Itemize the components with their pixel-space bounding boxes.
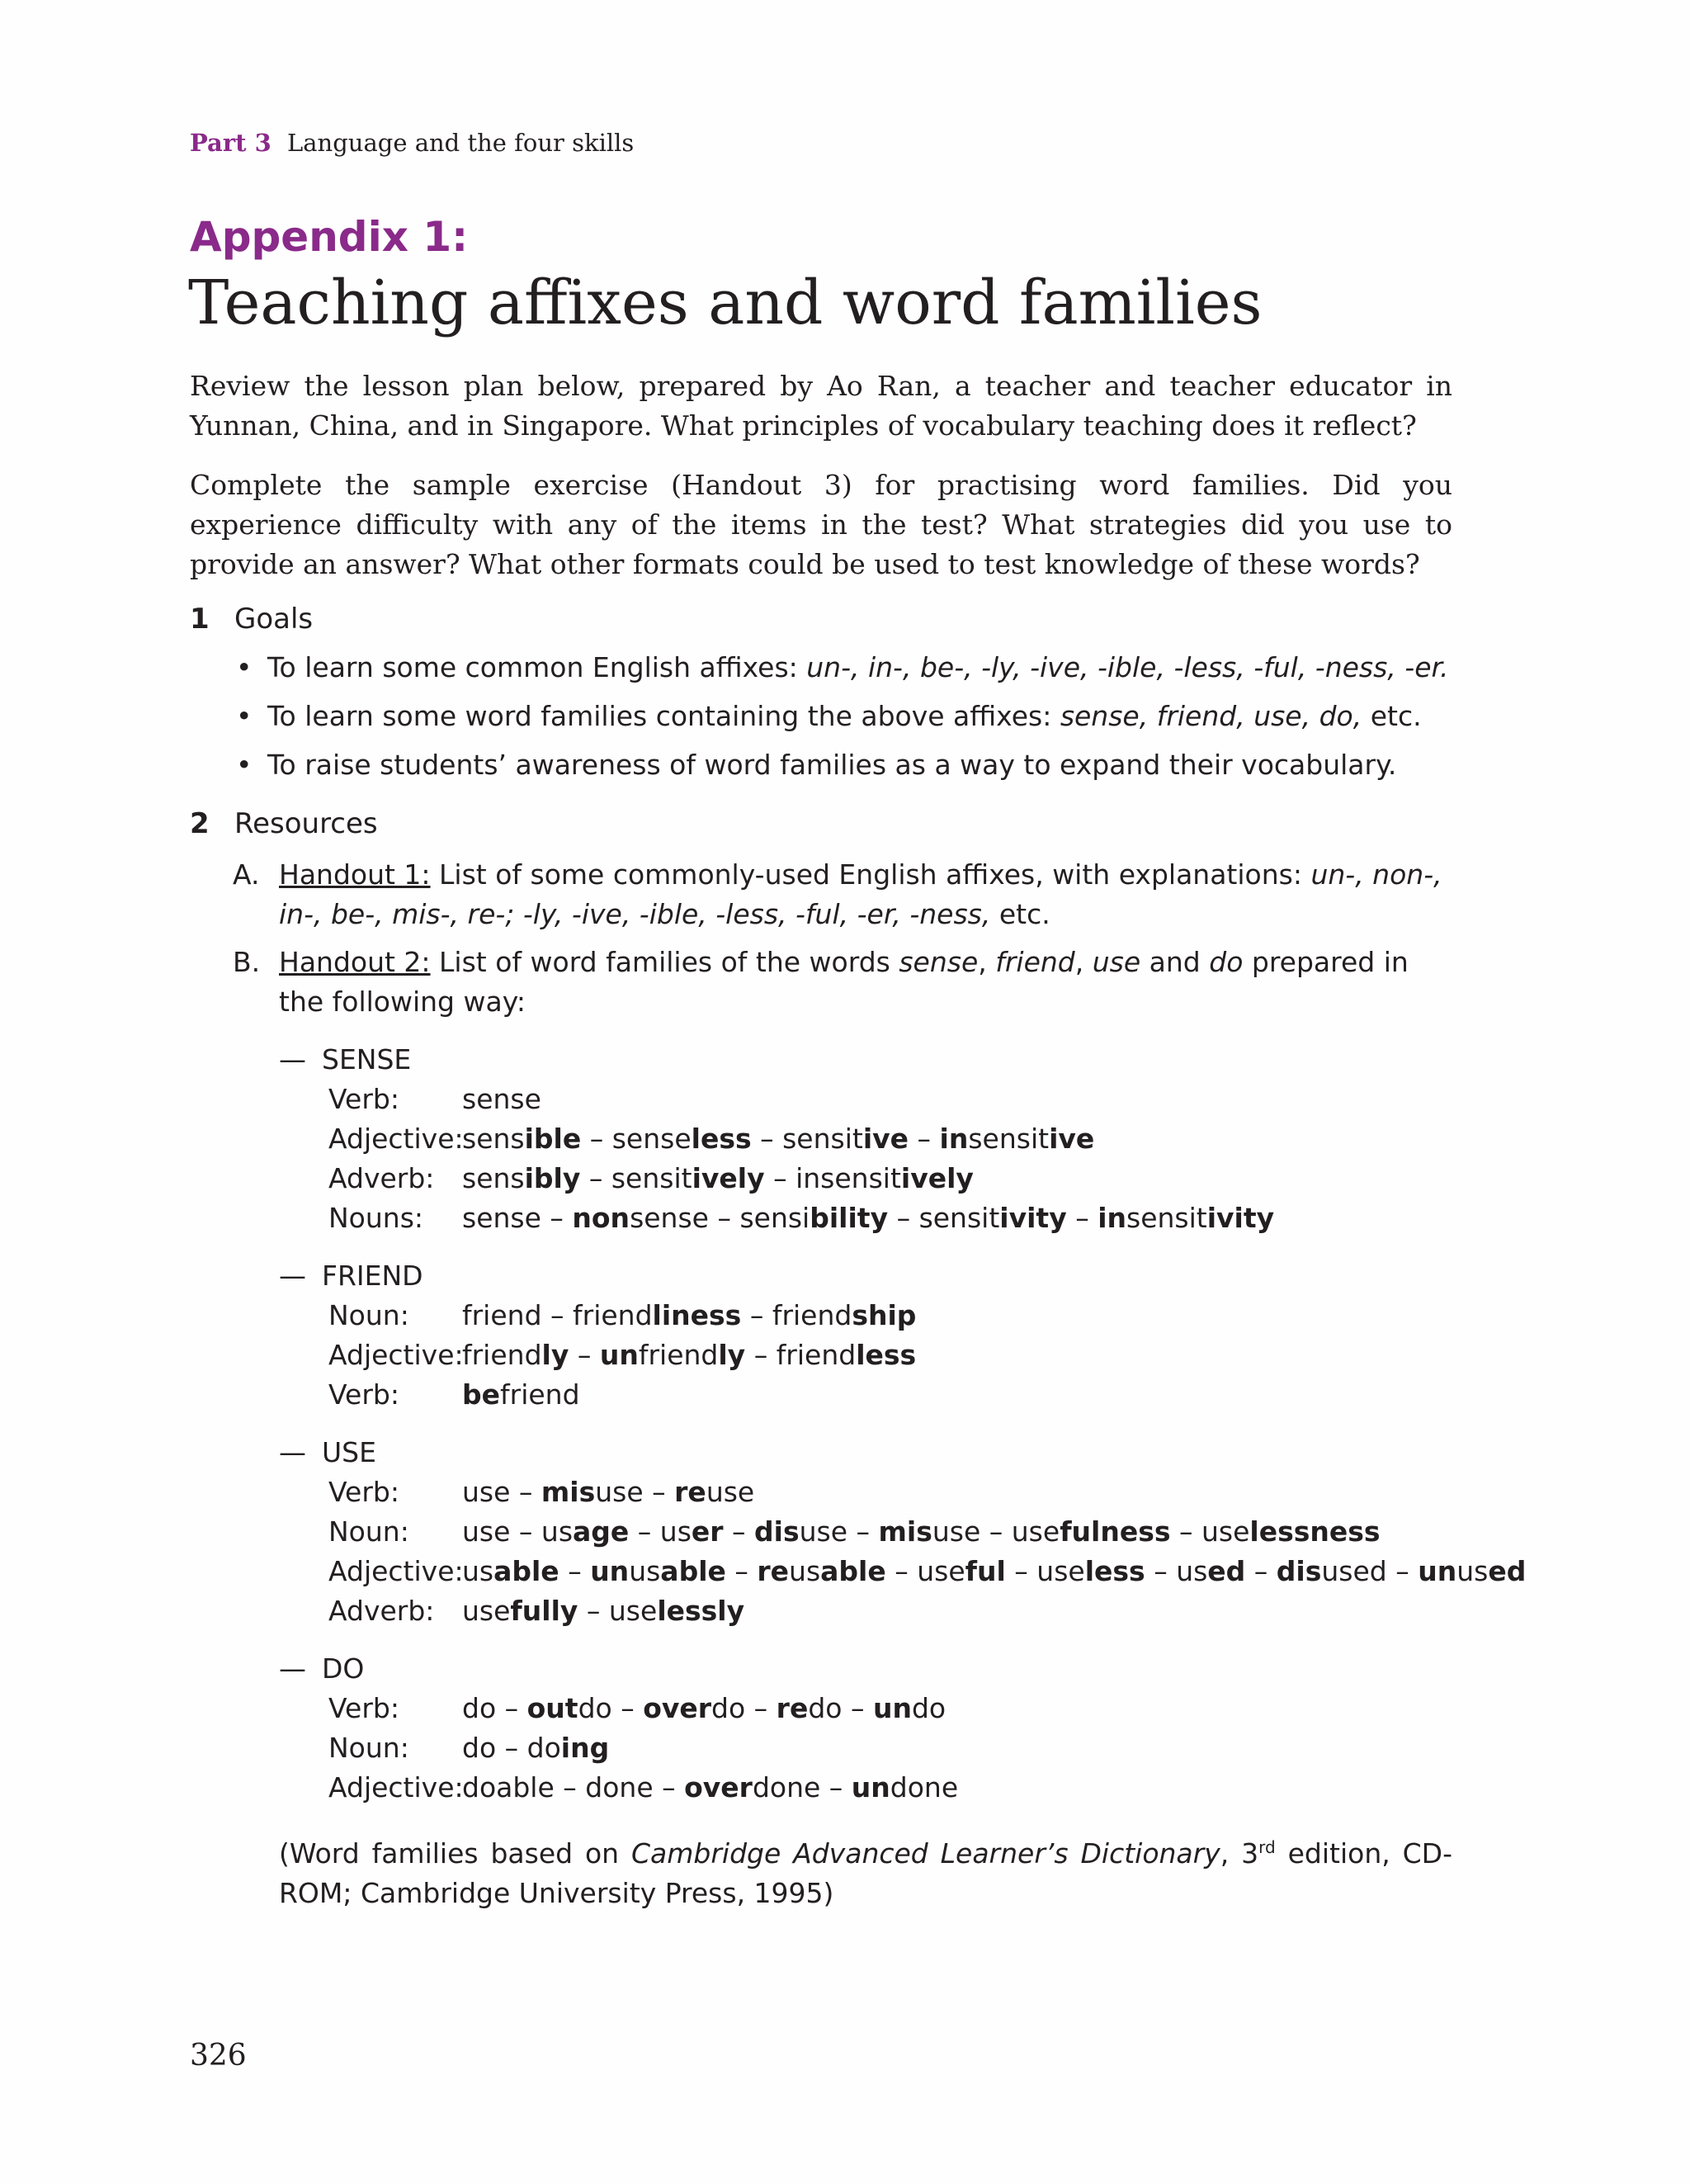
source-text: (Word families based on	[279, 1837, 631, 1870]
family-row	[279, 1768, 1467, 1808]
stem: friend	[462, 1299, 542, 1331]
goals-list	[233, 649, 1454, 795]
separator: –	[496, 1692, 527, 1724]
separator: –	[847, 1515, 879, 1548]
affix: able	[660, 1555, 726, 1587]
stem: friend	[772, 1299, 852, 1331]
word-form	[1277, 1555, 1387, 1587]
handout-link: Handout 1:	[279, 858, 431, 891]
part-of-speech-label: Adverb:	[328, 1595, 435, 1627]
separator: –	[1245, 1555, 1277, 1587]
section-number: 1	[190, 603, 210, 636]
word-form	[462, 1083, 541, 1115]
separator: –	[541, 1202, 573, 1234]
goal-text: To learn some common English affixes:	[267, 651, 807, 683]
source-note: (Word families based on Cambridge Advanced Learner’s Dictionary, 3rd edition, CD-ROM; Cambridge University Press, 1995)	[279, 1837, 1452, 1909]
affix: un	[1418, 1555, 1457, 1587]
part-of-speech-label: Verb:	[328, 1378, 399, 1411]
separator: –	[909, 1123, 940, 1155]
separator: –	[554, 1771, 586, 1803]
part-of-speech-label: Adjective:	[328, 1123, 464, 1155]
stem: use	[462, 1595, 511, 1627]
word-form	[754, 1515, 847, 1548]
affix: ively	[900, 1162, 974, 1194]
affix: re	[776, 1692, 809, 1724]
section-heading-resources	[190, 807, 378, 840]
family-heading	[279, 1433, 1467, 1473]
word-form	[573, 1299, 741, 1331]
affix: less	[691, 1123, 752, 1155]
word-form	[541, 1515, 629, 1548]
running-head	[190, 129, 634, 157]
family-row	[279, 1119, 1467, 1159]
stem: sensit	[611, 1162, 692, 1194]
word-form	[462, 1162, 580, 1194]
intro-paragraph: Review the lesson plan below, prepared by Ao Ran, a teacher and teacher educator in Yunnan, China, and in Singapore. What principles of vocabulary teaching does it reflect?	[190, 370, 1452, 442]
running-head-title: Language and the four skills	[287, 129, 635, 157]
stem: use	[608, 1595, 658, 1627]
word-form	[572, 1202, 709, 1234]
resource-text: List of word families of the words	[430, 946, 899, 978]
separator: –	[745, 1339, 777, 1371]
affix: dis	[1276, 1555, 1322, 1587]
affix: liness	[652, 1299, 742, 1331]
affix: ive	[1049, 1123, 1095, 1155]
stem: insensit	[795, 1162, 901, 1194]
word-form	[1176, 1555, 1245, 1587]
resource-text: ,	[978, 946, 996, 978]
bullet-icon: •	[236, 700, 253, 732]
word-form	[462, 1515, 510, 1548]
affix: lessness	[1249, 1515, 1381, 1548]
word-form	[1418, 1555, 1526, 1587]
word-form	[600, 1339, 745, 1371]
affix: fulness	[1060, 1515, 1171, 1548]
family-row	[279, 1552, 1527, 1591]
word-form	[527, 1692, 612, 1724]
affix: bility	[810, 1202, 889, 1234]
word-form	[777, 1339, 917, 1371]
part-of-speech-label: Adjective:	[328, 1339, 464, 1371]
stem: use	[917, 1555, 965, 1587]
word-form	[462, 1555, 559, 1587]
affix: ly	[718, 1339, 746, 1371]
word-form	[462, 1339, 569, 1371]
affix: ed	[1488, 1555, 1527, 1587]
affix: re	[757, 1555, 790, 1587]
affix: lessly	[657, 1595, 745, 1627]
separator: –	[888, 1202, 919, 1234]
stem: done	[752, 1771, 821, 1803]
stem: us	[1176, 1555, 1208, 1587]
goal-text: To learn some word families containing the above affixes:	[267, 700, 1060, 732]
affix: in	[1098, 1202, 1126, 1234]
resource-letter: A.	[233, 858, 260, 891]
word-form	[684, 1771, 820, 1803]
word-form	[674, 1476, 754, 1508]
separator: –	[820, 1771, 852, 1803]
word-form	[612, 1123, 752, 1155]
dash-icon: —	[279, 1260, 306, 1292]
bullet-icon: •	[236, 651, 253, 683]
stem: friend	[573, 1299, 653, 1331]
word-family-friend	[279, 1256, 1467, 1415]
separator: –	[1170, 1515, 1201, 1548]
goal-affixes: un-, in-, be-, -ly, -ive, -ible, -less, -ful, -ness, -er.	[806, 651, 1449, 683]
running-head-part: Part 3	[190, 129, 271, 157]
stem: friend	[500, 1378, 580, 1411]
stem: use	[1011, 1515, 1060, 1548]
word-form	[585, 1771, 653, 1803]
stem: us	[659, 1515, 692, 1548]
affix: mis	[541, 1476, 596, 1508]
resource-item-a	[233, 855, 1454, 934]
separator: –	[510, 1515, 541, 1548]
page-number: 326	[190, 2039, 247, 2073]
word-form	[919, 1202, 1067, 1234]
separator: –	[510, 1476, 541, 1508]
stem: done	[585, 1771, 654, 1803]
stem: sense	[462, 1083, 541, 1115]
affix: be	[462, 1378, 501, 1411]
stem: use	[1201, 1515, 1250, 1548]
resource-keyword: do	[1209, 946, 1244, 978]
separator: –	[653, 1771, 685, 1803]
affix: less	[1084, 1555, 1145, 1587]
resource-keyword: sense	[899, 946, 979, 978]
stem: do	[462, 1732, 497, 1764]
word-form	[643, 1692, 745, 1724]
separator: –	[611, 1692, 644, 1724]
word-form	[462, 1595, 578, 1627]
stem: us	[789, 1555, 821, 1587]
handout-link: Handout 2:	[279, 946, 431, 978]
family-row	[279, 1591, 1467, 1631]
part-of-speech-label: Nouns:	[328, 1202, 424, 1234]
word-form	[1098, 1202, 1274, 1234]
part-of-speech-label: Noun:	[328, 1299, 409, 1331]
affix: over	[643, 1692, 712, 1724]
list-item	[233, 697, 1454, 746]
stem: sensit	[1126, 1202, 1207, 1234]
resource-text: List of some commonly-used English affixes, with explanations:	[430, 858, 1311, 891]
word-form	[795, 1162, 974, 1194]
stem: sensi	[739, 1202, 810, 1234]
affix: mis	[878, 1515, 932, 1548]
affix: able	[493, 1555, 559, 1587]
family-row	[279, 1375, 1467, 1415]
separator: –	[764, 1162, 796, 1194]
stem: use	[799, 1515, 848, 1548]
separator: –	[569, 1339, 600, 1371]
stem: done	[890, 1771, 959, 1803]
part-of-speech-label: Verb:	[328, 1083, 399, 1115]
affix: re	[674, 1476, 706, 1508]
part-of-speech-label: Noun:	[328, 1515, 409, 1548]
word-form	[462, 1771, 555, 1803]
affix: fully	[510, 1595, 578, 1627]
word-form	[609, 1595, 744, 1627]
stem: us	[629, 1555, 661, 1587]
resource-item-b	[233, 943, 1454, 1022]
resource-body	[279, 943, 1454, 1022]
word-form	[527, 1732, 610, 1764]
family-row	[279, 1296, 1467, 1335]
stem: use	[706, 1476, 755, 1508]
word-form	[852, 1771, 958, 1803]
separator: –	[643, 1476, 675, 1508]
goal-text: To raise students’ awareness of word families as a way to expand their vocabulary.	[267, 749, 1397, 781]
bullet-icon: •	[236, 749, 253, 781]
goal-words: sense, friend, use, do,	[1060, 700, 1362, 732]
word-form	[462, 1692, 496, 1724]
word-form	[782, 1123, 909, 1155]
list-item	[233, 746, 1454, 795]
resource-text: and	[1140, 946, 1210, 978]
section-title: Goals	[234, 603, 314, 636]
affix: er	[691, 1515, 724, 1548]
separator: –	[629, 1515, 660, 1548]
separator: –	[581, 1123, 612, 1155]
resource-keyword: use	[1092, 946, 1141, 978]
affix: ible	[524, 1123, 582, 1155]
separator: –	[1066, 1202, 1098, 1234]
separator: –	[708, 1202, 740, 1234]
edition-number: 3	[1241, 1837, 1259, 1870]
family-name: SENSE	[322, 1043, 412, 1075]
word-form	[462, 1123, 581, 1155]
stem: use	[1036, 1555, 1085, 1587]
affix: ly	[541, 1339, 569, 1371]
stem: sensit	[782, 1123, 863, 1155]
word-form	[757, 1555, 885, 1587]
separator: –	[496, 1732, 527, 1764]
stem: us	[462, 1555, 494, 1587]
affix: dis	[754, 1515, 800, 1548]
stem: use	[462, 1476, 511, 1508]
affix: un	[599, 1339, 639, 1371]
separator: –	[1005, 1555, 1037, 1587]
family-row	[279, 1198, 1467, 1238]
stem: do	[526, 1732, 561, 1764]
separator: –	[741, 1299, 772, 1331]
resource-text: prepared in the following way:	[279, 946, 1409, 1018]
word-form	[1012, 1515, 1171, 1548]
separator: –	[1386, 1555, 1419, 1587]
dash-icon: —	[279, 1652, 306, 1685]
stem: sensit	[918, 1202, 1000, 1234]
source-text: edition, CD-ROM; Cambridge University Press, 1995)	[279, 1837, 1452, 1909]
affix: in	[939, 1123, 969, 1155]
word-form	[777, 1692, 843, 1724]
word-form	[879, 1515, 981, 1548]
affix: out	[526, 1692, 578, 1724]
affix: able	[820, 1555, 886, 1587]
stem: do	[578, 1692, 612, 1724]
stem: friend	[638, 1339, 719, 1371]
word-form	[940, 1123, 1095, 1155]
dash-icon: —	[279, 1436, 306, 1468]
word-form	[611, 1162, 765, 1194]
family-row	[279, 1728, 1467, 1768]
separator: –	[578, 1595, 609, 1627]
family-name: DO	[322, 1652, 365, 1685]
word-form	[462, 1299, 542, 1331]
word-family-sense	[279, 1040, 1467, 1238]
stem: use	[932, 1515, 981, 1548]
word-form	[590, 1555, 726, 1587]
family-name: FRIEND	[322, 1260, 423, 1292]
dash-icon: —	[279, 1043, 306, 1075]
family-row	[279, 1689, 1467, 1728]
affix: non	[572, 1202, 630, 1234]
stem: do	[911, 1692, 946, 1724]
affix: ship	[852, 1299, 917, 1331]
separator: –	[745, 1692, 777, 1724]
stem: do	[462, 1692, 497, 1724]
separator: –	[980, 1515, 1012, 1548]
family-name: USE	[322, 1436, 376, 1468]
separator: –	[723, 1515, 755, 1548]
resource-keyword: friend	[995, 946, 1075, 978]
stem: do	[711, 1692, 746, 1724]
page-title: Teaching affixes and word families	[188, 267, 1263, 338]
section-title: Resources	[234, 807, 378, 840]
separator: –	[751, 1123, 783, 1155]
affix: un	[851, 1771, 890, 1803]
dictionary-title: Cambridge Advanced Learner’s Dictionary	[630, 1837, 1220, 1870]
resource-letter: B.	[233, 946, 261, 978]
separator: –	[559, 1555, 591, 1587]
affix: ivity	[1206, 1202, 1275, 1234]
stem: used	[1321, 1555, 1387, 1587]
resource-affixes: un-, non-, in-, be-, mis-, re-; -ly, -ive, -ible, -less, -ful, -er, -ness,	[279, 858, 1442, 930]
affix: un	[872, 1692, 912, 1724]
stem: sense	[630, 1202, 709, 1234]
stem: do	[808, 1692, 843, 1724]
word-form	[462, 1476, 510, 1508]
word-family-do	[279, 1649, 1467, 1808]
affix: ive	[862, 1123, 909, 1155]
family-row	[279, 1512, 1467, 1552]
part-of-speech-label: Adverb:	[328, 1162, 435, 1194]
word-form	[772, 1299, 917, 1331]
word-form	[462, 1732, 496, 1764]
word-form	[541, 1476, 644, 1508]
word-form	[462, 1202, 541, 1234]
stem: us	[1456, 1555, 1489, 1587]
resource-text: ,	[1074, 946, 1093, 978]
edition-suffix: rd	[1258, 1837, 1276, 1857]
stem: doable	[462, 1771, 555, 1803]
stem: friend	[776, 1339, 857, 1371]
stem: us	[541, 1515, 574, 1548]
stem: sens	[462, 1123, 525, 1155]
affix: less	[856, 1339, 917, 1371]
family-heading	[279, 1256, 1467, 1296]
affix: un	[590, 1555, 630, 1587]
part-of-speech-label: Adjective:	[328, 1771, 464, 1803]
word-form	[462, 1378, 580, 1411]
affix: ing	[560, 1732, 610, 1764]
part-of-speech-label: Noun:	[328, 1732, 409, 1764]
stem: sense	[462, 1202, 541, 1234]
stem: use	[595, 1476, 644, 1508]
word-family-use	[279, 1433, 1527, 1631]
stem: sense	[611, 1123, 692, 1155]
affix: ively	[692, 1162, 765, 1194]
part-of-speech-label: Verb:	[328, 1476, 399, 1508]
goal-tail: etc.	[1362, 700, 1422, 732]
separator: –	[885, 1555, 918, 1587]
affix: ed	[1207, 1555, 1246, 1587]
separator: –	[580, 1162, 611, 1194]
word-form	[739, 1202, 888, 1234]
stem: sensit	[968, 1123, 1050, 1155]
separator: –	[725, 1555, 758, 1587]
affix: ivity	[999, 1202, 1067, 1234]
stem: sens	[462, 1162, 525, 1194]
part-of-speech-label: Verb:	[328, 1692, 399, 1724]
word-form	[660, 1515, 724, 1548]
stem: use	[462, 1515, 511, 1548]
family-row	[279, 1159, 1467, 1198]
affix: age	[573, 1515, 630, 1548]
family-heading	[279, 1649, 1467, 1689]
affix: over	[684, 1771, 753, 1803]
word-form	[873, 1692, 946, 1724]
section-heading-goals	[190, 603, 313, 636]
stem: friend	[462, 1339, 542, 1371]
affix: ful	[965, 1555, 1006, 1587]
intro-paragraph: Complete the sample exercise (Handout 3) for practising word families. Did you experience difficulty with any of the items in the test? What strategies did you use to provide an answer? What other formats could be used to test knowledge of these words?	[190, 469, 1452, 580]
appendix-label: Appendix 1:	[190, 213, 469, 261]
word-form	[1036, 1555, 1145, 1587]
separator: –	[541, 1299, 574, 1331]
separator: –	[1145, 1555, 1177, 1587]
family-row	[279, 1335, 1467, 1375]
part-of-speech-label: Adjective:	[328, 1555, 464, 1587]
family-heading	[279, 1040, 1467, 1080]
resource-tail: etc.	[990, 898, 1050, 930]
section-number: 2	[190, 807, 210, 840]
word-form	[917, 1555, 1006, 1587]
family-row	[279, 1473, 1467, 1512]
resource-body	[279, 855, 1454, 934]
affix: ibly	[524, 1162, 581, 1194]
family-row	[279, 1080, 1467, 1119]
separator: –	[842, 1692, 873, 1724]
word-form	[1201, 1515, 1381, 1548]
list-item	[233, 649, 1454, 697]
